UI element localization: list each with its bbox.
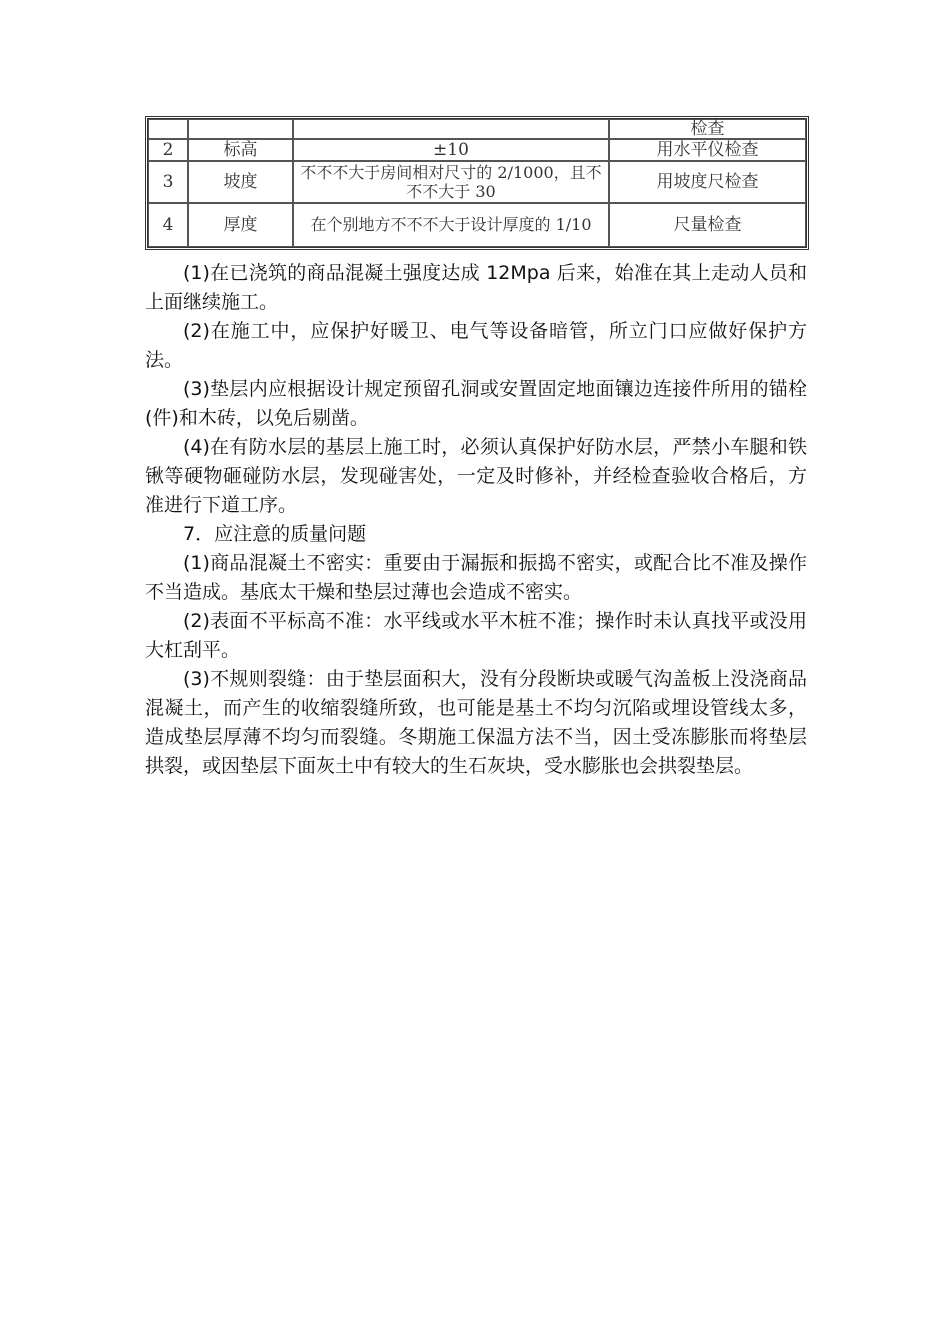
table-row (148, 119, 806, 139)
table-cell-method: 用水平仪检查 (609, 139, 806, 161)
table-cell-tolerance: 不不不大于房间相对尺寸的 2/1000，且不不不大于 30 (293, 161, 609, 203)
paragraph-uneven-surface: (2)表面不平标高不准：水平线或水平木桩不准；操作时未认真找平或没用大杠刮平。 (145, 610, 807, 661)
table-cell-tolerance (293, 119, 609, 139)
table-cell-tolerance: ±10 (293, 139, 609, 161)
table-cell-tolerance: 在个别地方不不不大于设计厚度的 1/10 (293, 203, 609, 247)
paragraph-irregular-cracks: (3)不规则裂缝：由于垫层面积大，没有分段断块或暖气沟盖板上没浇商品混凝土，而产生的收缩裂缝所致，也可能是基土不均匀沉陷或埋设管线太多，造成垫层厚薄不均匀而裂缝。冬期施工保温方法不当，因土受冻膨胀而将垫层拱裂，或因垫层下面灰土中有较大的生石灰块，受水膨胀也会拱裂垫层。 (145, 668, 807, 777)
table-cell-method: 用坡度尺检查 (609, 161, 806, 203)
table-row (148, 203, 806, 247)
table-cell-index: 2 (148, 139, 188, 161)
paragraph-reserve-holes: (3)垫层内应根据设计规定预留孔洞或安置固定地面镶边连接件所用的锚栓(件)和木砖，以免后剔凿。 (145, 378, 807, 429)
table-cell-item: 厚度 (188, 203, 293, 247)
section-heading-quality-issues: 7．应注意的质量问题 (183, 523, 367, 545)
table-cell-index: 4 (148, 203, 188, 247)
table-cell-item: 坡度 (188, 161, 293, 203)
paragraph-not-dense: (1)商品混凝土不密实：重要由于漏振和振捣不密实，或配合比不准及操作不当造成。基底太干燥和垫层过薄也会造成不密实。 (145, 552, 807, 603)
table-cell-index (148, 119, 188, 139)
quality-standard-table (145, 116, 809, 250)
paragraph-protect-pipes: (2)在施工中，应保护好暖卫、电气等设备暗管，所立门口应做好保护方法。 (145, 320, 807, 371)
table-cell-item: 标高 (188, 139, 293, 161)
paragraph-protect-concrete: (1)在已浇筑的商品混凝土强度达成 12Mpa 后来，始准在其上走动人员和上面继续施工。 (145, 262, 807, 313)
body-text (145, 259, 807, 781)
table-cell-method: 尺量检查 (609, 203, 806, 247)
table-cell-method: 检查 (609, 119, 806, 139)
table-row (148, 139, 806, 161)
table-row (148, 161, 806, 203)
paragraph-protect-waterproof: (4)在有防水层的基层上施工时，必须认真保护好防水层，严禁小车腿和铁锹等硬物砸碰防水层，发现碰害处，一定及时修补，并经检查验收合格后，方准进行下道工序。 (145, 436, 807, 516)
table-cell-item (188, 119, 293, 139)
table-cell-index: 3 (148, 161, 188, 203)
